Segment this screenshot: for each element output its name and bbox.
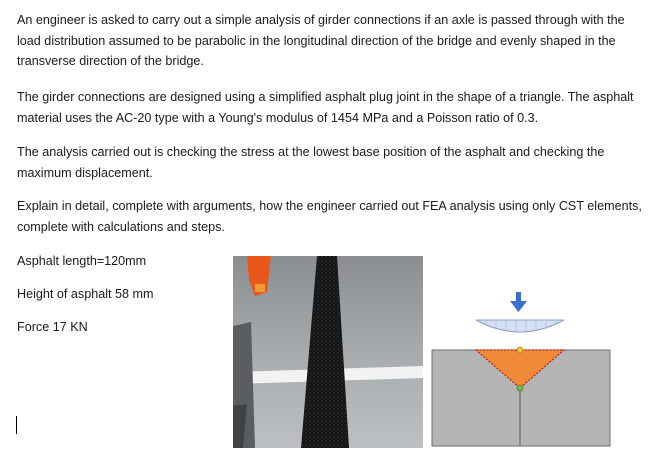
parabolic-load-distribution (476, 320, 564, 332)
paragraph-analysis-scope: The analysis carried out is checking the stress at the lowest base position of the asphalt and checking the maximum displacement. (17, 145, 605, 180)
spec-asphalt-height: Height of asphalt 58 mm (17, 287, 154, 301)
paragraph-problem-statement: An engineer is asked to carry out a simple analysis of girder connections if an axle is passed through with the load distribution assumed to be parabolic in the longitudinal direction of the bridge and evenly shaped in the transverse direction of the bridge. (17, 13, 625, 68)
base-node (517, 385, 523, 391)
top-node (517, 347, 523, 353)
spec-force: Force 17 KN (17, 320, 88, 334)
paragraph-material: The girder connections are designed using a simplified asphalt plug joint in the shape of a triangle. The asphalt material uses the AC-20 type with a Young's modulus of 1454 MPa and a Poisson ratio of 0.3. (17, 90, 634, 125)
text-cursor (16, 416, 17, 434)
asphalt-joint-photo (233, 256, 423, 448)
spec-asphalt-length: Asphalt length=120mm (17, 254, 147, 268)
load-arrow-icon (510, 292, 527, 312)
paragraph-task: Explain in detail, complete with arguments, how the engineer carried out FEA analysis using only CST elements, complete with calculations and steps. (17, 199, 642, 234)
asphalt-plug-diagram (430, 290, 612, 448)
